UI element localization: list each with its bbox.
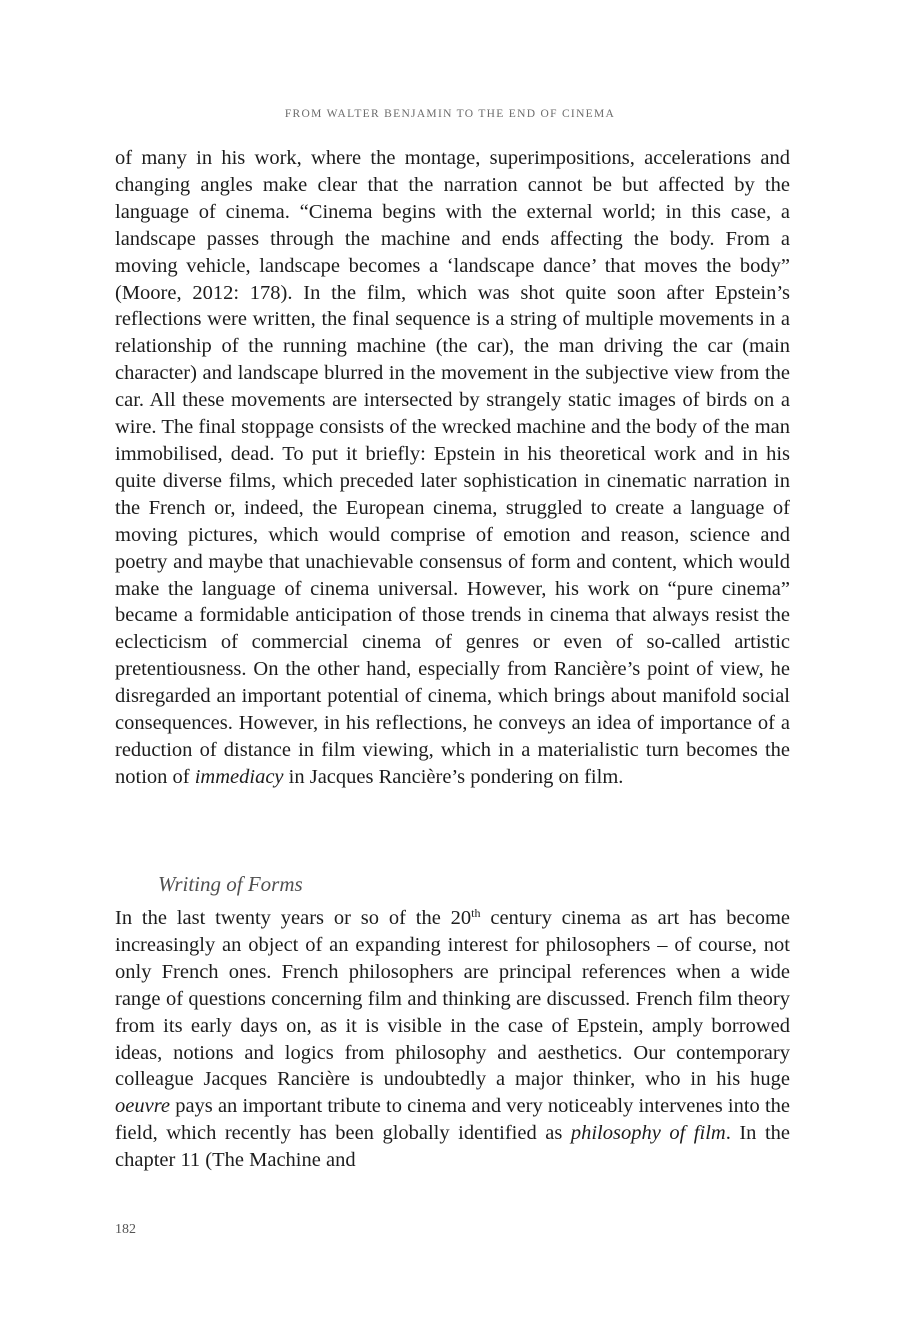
body-text-section-2 <box>115 905 790 1174</box>
emphasis-oeuvre: oeuvre <box>115 1095 171 1118</box>
page-number: 182 <box>115 1222 136 1237</box>
paragraph-text: pays an important tribute to cinema and very noticeably intervenes into the field, which recently has been globally identified as <box>115 1095 790 1145</box>
section-heading: Writing of Forms <box>158 872 303 896</box>
paragraph-text: of many in his work, where the montage, superimpositions, accelerations and changing angles make clear that the narration cannot be but affected by the language of cinema. “Cinema begins with the external world; in this case, a landscape passes through the machine and ends affecting the body. From a moving vehicle, landscape becomes a ‘landscape dance’ that moves the body” (Moore, 2012: 178). In the film, which was shot quite soon after Epstein’s reflections were written, the final sequence is a string of multiple movements in a relationship of the running machine (the car), the man driving the car (main character) and landscape blurred in the movement in the subjective view from the car. All these movements are intersected by strangely static images of birds on a wire. The final stoppage consists of the wrecked machine and the body of the man immobilised, dead. To put it briefly: Epstein in his theoretical work and in his quite diverse films, which preceded later sophistication in cinematic narration in the French or, indeed, the European cinema, struggled to create a language of moving pictures, which would comprise of emotion and reason, science and poetry and maybe that unachievable consensus of form and content, which would make the language of cinema universal. However, his work on “pure cinema” became a formidable anticipation of those trends in cinema that always resist the eclecticism of commercial cinema of genres or even of so-called artistic pretentiousness. On the other hand, especially from Rancière’s point of view, he disregarded an important potential of cinema, which brings about manifold social consequences. However, in his reflections, he conveys an idea of importance of a reduction of distance in film viewing, which in a materialistic turn becomes the notion of <box>115 147 790 788</box>
paragraph-writing-of-forms <box>115 905 790 1174</box>
paragraph-text: In the last twenty years or so of the 20 <box>115 907 472 929</box>
paragraph-text: century cinema as art has become increasingly an object of an expanding interest for philosophers – of course, not only French ones. French philosophers are principal references when a wide range of questions concerning film and thinking are discussed. French film theory from its early days on, as it is visible in the case of Epstein, amply borrowed ideas, notions and logics from philosophy and aesthetics. Our contemporary colleague Jacques Rancière is undoubtedly a major thinker, who in his huge <box>115 907 790 1091</box>
paragraph-text-end: in Jacques Rancière’s pondering on film. <box>283 765 624 788</box>
body-text-section-1 <box>115 145 790 791</box>
paragraph-text: . In the chapter 11 (The Machine and <box>115 1122 790 1172</box>
superscript-th: th <box>471 906 481 920</box>
emphasis-immediacy: immediacy <box>194 765 284 788</box>
running-head: FROM WALTER BENJAMIN TO THE END OF CINEMA <box>284 108 616 120</box>
emphasis-philosophy-of-film: philosophy of film <box>570 1122 726 1145</box>
paragraph-epstein <box>115 145 790 791</box>
